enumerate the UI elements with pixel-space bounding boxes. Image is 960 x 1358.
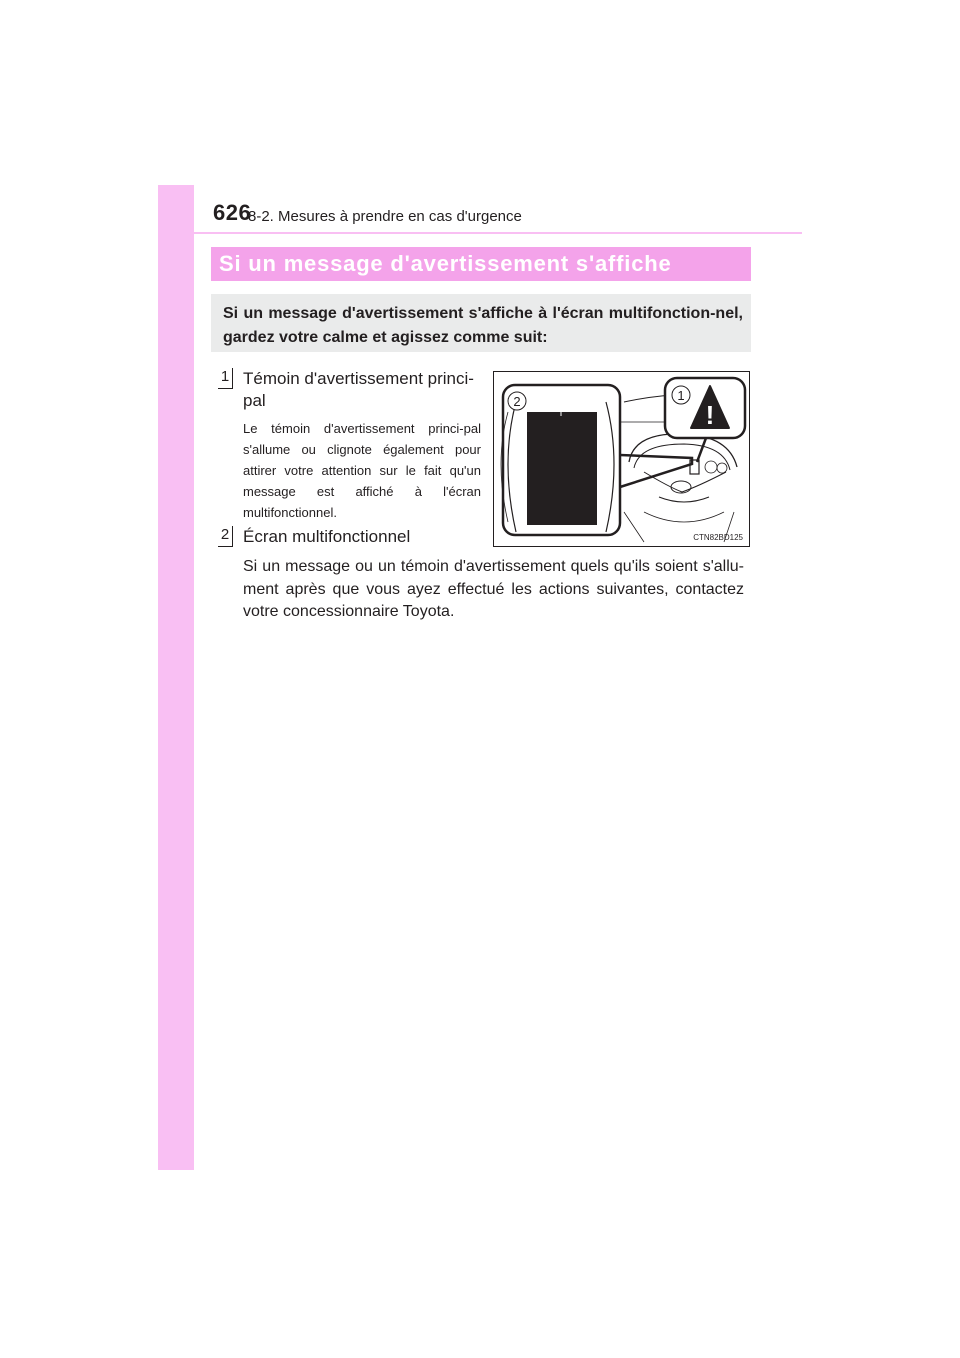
item-2-title: Écran multifonctionnel [243,527,411,546]
heading-band [211,247,751,281]
header-rule [194,232,802,234]
intro-text: Si un message d'avertissement s'affiche à l'écran multifonction-nel, gardez votre calme et agissez comme suit: [223,305,743,346]
item-number-1: 1 [218,368,233,389]
meter-right-arc [606,402,614,532]
item-1-description: Le témoin d'avertissement princi-pal s'allume ou clignote également pour attirer votre attention sur le fait qu'un message est affiché à l'écran multifonctionnel. [243,421,481,520]
intro-box [211,294,751,352]
callout-leader-1 [697,438,706,462]
warning-symbol: ! [705,400,715,430]
dashboard-drawing [494,372,749,546]
side-margin-band [158,185,194,1170]
callout-number-2: 2 [513,394,521,409]
figure-code: CTN82BD125 [693,533,743,542]
item-1-title-line1: Témoin d'avertissement princi- [243,369,474,388]
item-number-2: 2 [218,526,233,547]
dashboard-illustration [493,371,750,547]
item-1-title-line2: pal [243,391,266,410]
callout-leader-2 [620,455,692,487]
page-number: 626 [213,200,252,225]
callout-number-1: 1 [677,388,685,403]
multi-information-display [527,412,597,525]
section-title: 8-2. Mesures à prendre en cas d'urgence [248,208,522,225]
meter-left-arc [508,402,516,532]
body-paragraph: Si un message ou un témoin d'avertissement quels qu'ils soient s'allu-ment après que vous ayez effectué les actions suivantes, contactez votre concessionnaire Toyota. [243,558,744,620]
heading-text: Si un message d'avertissement s'affiche [219,251,672,276]
